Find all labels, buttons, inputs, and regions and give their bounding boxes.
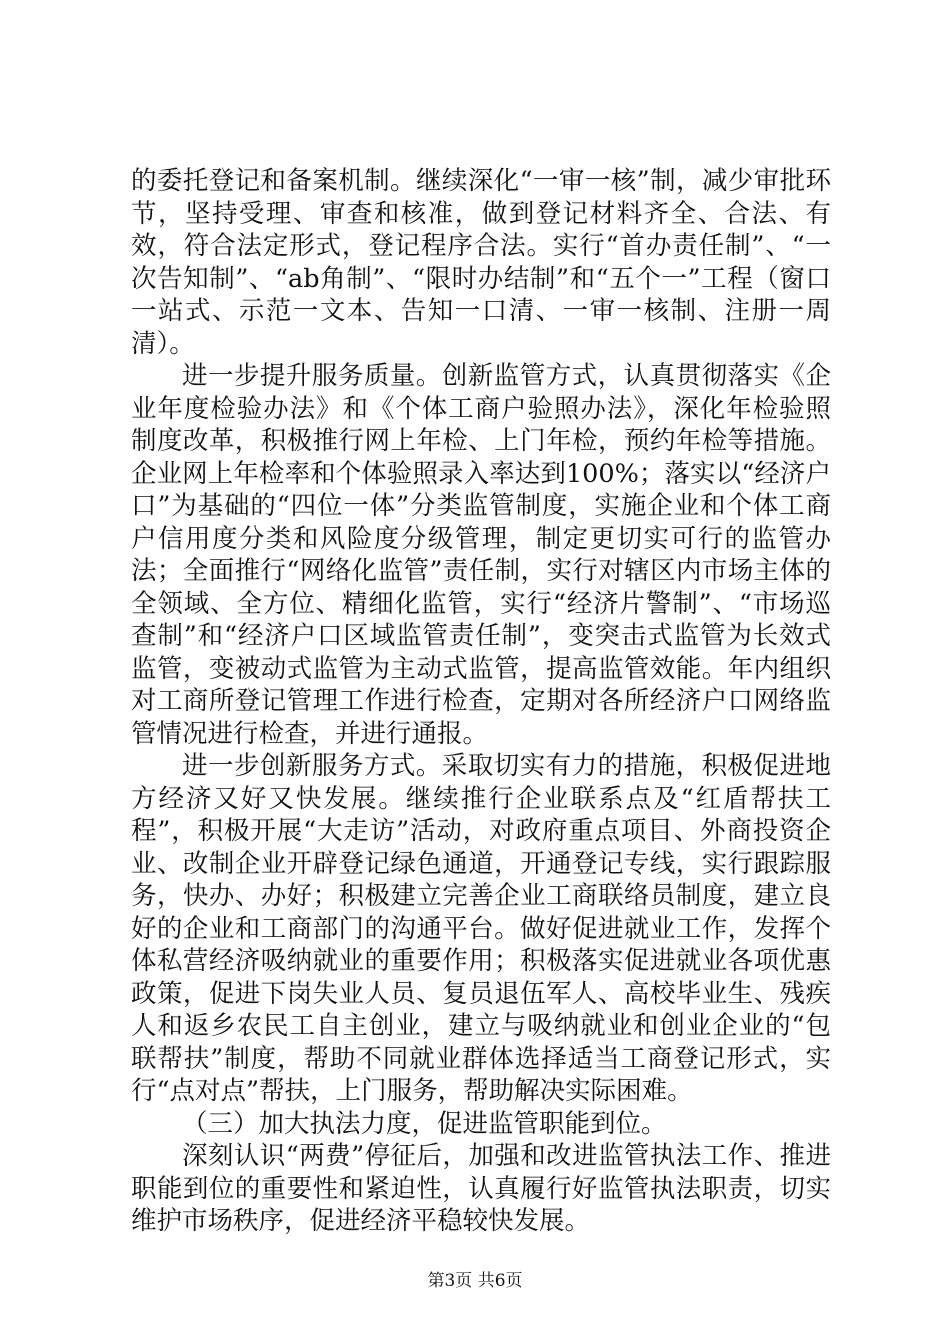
paragraph-1: 的委托登记和备案机制。继续深化“一审一核”制，减少审批环节，坚持受理、审查和核准，做到登记材料齐全、合法、有效，符合法定形式，登记程序合法。实行“首办责任制”、“一次告知制”、“ab角制”、“限时办结制”和“五个一”工程（窗口一站式、示范一文本、告知一口清、一审一核制、注册一周清）。 [131,166,831,359]
paragraph-3: 进一步创新服务方式。采取切实有力的措施，积极促进地方经济又好又快发展。继续推行企业联系点及“红盾帮扶工程”，积极开展“大走访”活动，对政府重点项目、外商投资企业、改制企业开辟登记绿色通道，开通登记专线，实行跟踪服务，快办、办好；积极建立完善企业工商联络员制度，建立良好的企业和工商部门的沟通平台。做好促进就业工作，发挥个体私营经济吸纳就业的重要作用；积极落实促进就业各项优惠政策，促进下岗失业人员、复员退伍军人、高校毕业生、残疾人和返乡农民工自主创业，建立与吸纳就业和创业企业的“包联帮扶”制度，帮助不同就业群体选择适当工商登记形式，实行“点对点”帮扶，上门服务，帮助解决实际困难。 [131,751,831,1106]
paragraph-4: 深刻认识“两费”停征后，加强和改进监管执法工作、推进职能到位的重要性和紧迫性，认真履行好监管执法职责，切实维护市场秩序，促进经济平稳较快发展。 [131,1141,831,1236]
body-text [131,165,831,1238]
page-number-footer: 第3页 共6页 [427,1271,523,1291]
section-heading: （三）加大执法力度，促进监管职能到位。 [182,1108,667,1139]
paragraph-2: 进一步提升服务质量。创新监管方式，认真贯彻落实《企业年度检验办法》和《个体工商户验照办法》，深化年检验照制度改革，积极推行网上年检、上门年检，预约年检等措施。企业网上年检率和个体验照录入率达到100%；落实以“经济户口”为基础的“四位一体”分类监管制度，实施企业和个体工商户信用度分类和风险度分级管理，制定更切实可行的监管办法；全面推行“网络化监管”责任制，实行对辖区内市场主体的全领域、全方位、精细化监管，实行“经济片警制”、“市场巡查制”和“经济户口区域监管责任制”，变突击式监管为长效式监管，变被动式监管为主动式监管，提高监管效能。年内组织对工商所登记管理工作进行检查，定期对各所经济户口网络监管情况进行检查，并进行通报。 [131,361,831,749]
